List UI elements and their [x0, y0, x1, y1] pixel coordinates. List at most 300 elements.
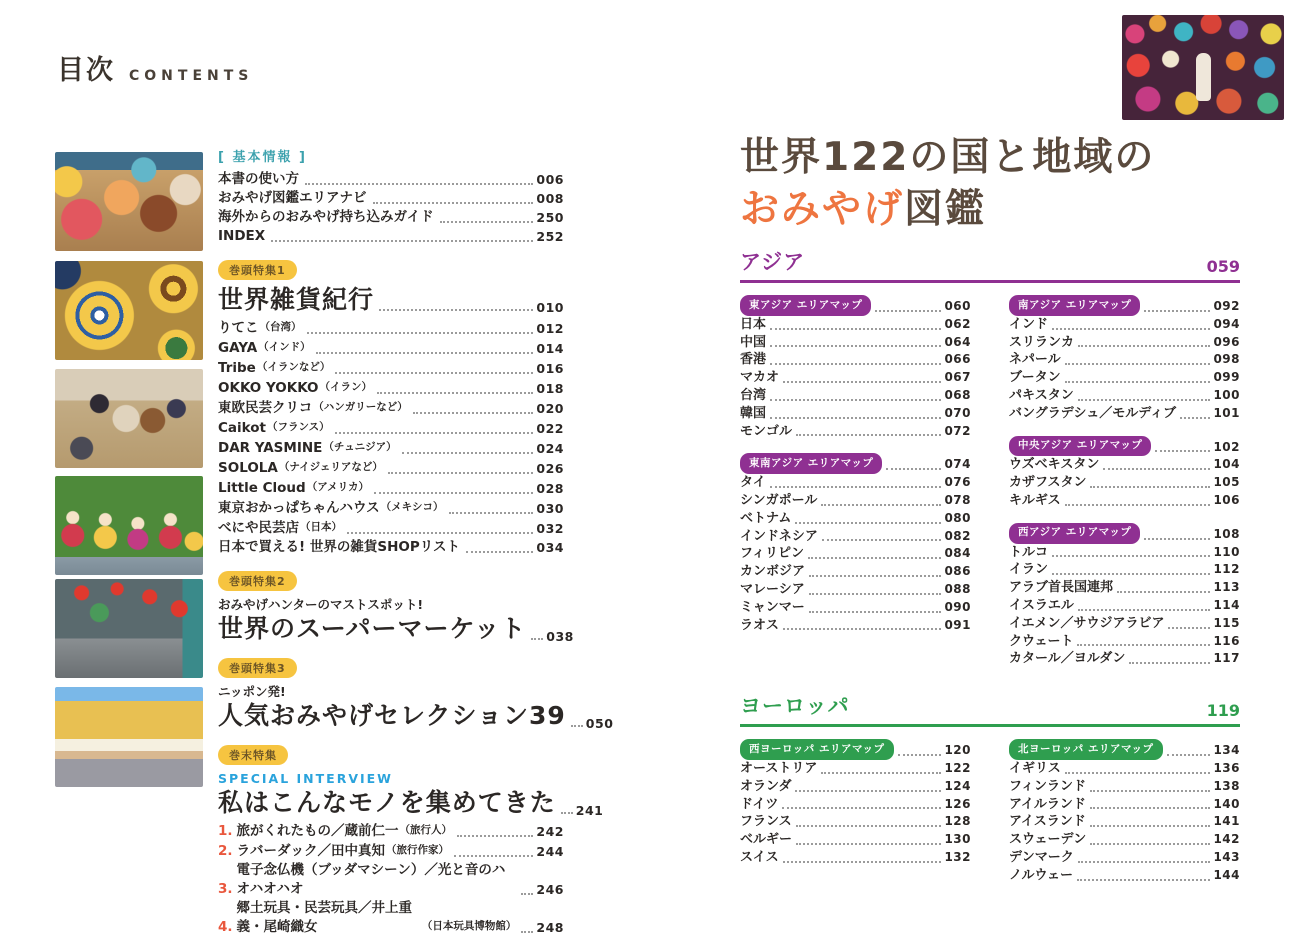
- country-page: 068: [944, 387, 971, 402]
- toc-row-note: （日本玩具博物館）: [421, 920, 517, 932]
- region-header-asia: [740, 246, 1240, 283]
- country-row: [740, 796, 971, 814]
- country-row: [740, 563, 971, 581]
- country-page: 062: [944, 316, 971, 331]
- dot-leader: [1065, 772, 1211, 774]
- country-row: [1009, 813, 1240, 831]
- country-row: [740, 510, 971, 528]
- country-label: フランス: [740, 814, 792, 830]
- subsection-east-asia: [740, 295, 971, 440]
- country-label: スウェーデン: [1009, 832, 1087, 848]
- feature3-title-row: [218, 701, 614, 731]
- dot-leader: [770, 363, 941, 365]
- country-page: 101: [1213, 405, 1240, 420]
- country-label: オランダ: [740, 778, 792, 794]
- dot-leader: [531, 638, 543, 640]
- toc-row: [218, 841, 564, 861]
- country-page: 066: [944, 352, 971, 367]
- country-page: 094: [1213, 316, 1240, 331]
- area-map-badge: 中央アジア エリアマップ: [1009, 436, 1151, 457]
- toc-row: [218, 861, 564, 899]
- country-row: [1009, 561, 1240, 579]
- toc-row-label: OKKO YOKKO: [218, 380, 319, 396]
- toc-row-label: INDEX: [218, 228, 266, 244]
- dot-leader: [770, 328, 941, 330]
- toc-row-note: （旅行作家）: [386, 844, 450, 856]
- area-map-page: 060: [944, 299, 971, 313]
- area-map-page: 092: [1213, 299, 1240, 313]
- dot-leader: [388, 472, 533, 474]
- country-page: 091: [944, 617, 971, 632]
- toc-row: [218, 378, 564, 398]
- toc-row-number: 2.: [218, 843, 233, 859]
- asia-left-column: [740, 295, 971, 668]
- country-row: [740, 599, 971, 617]
- toc-row-label: りてこ: [218, 320, 259, 336]
- area-map-badge: 南アジア エリアマップ: [1009, 295, 1140, 316]
- dot-leader: [1090, 807, 1211, 809]
- east-asia-list: [740, 316, 971, 441]
- toc-row-label: 旅がくれたもの／蔵前仁一: [236, 823, 399, 839]
- country-label: フィンランド: [1009, 778, 1086, 794]
- toc-row: [218, 899, 564, 937]
- toc-row-page: 244: [536, 844, 564, 859]
- country-label: トルコ: [1009, 544, 1049, 560]
- dot-leader: [1065, 504, 1211, 506]
- country-row: [1009, 316, 1240, 334]
- toc-row-page: 016: [536, 361, 564, 376]
- dot-leader: [898, 754, 942, 756]
- country-row: [740, 369, 971, 387]
- country-row: [740, 423, 971, 441]
- country-page: 124: [944, 778, 971, 793]
- toc-row-note: （日本）: [300, 521, 342, 533]
- country-page: 086: [944, 564, 971, 579]
- country-label: カンボジア: [740, 564, 806, 580]
- special-title-row: [218, 788, 604, 818]
- area-map-row: [740, 295, 971, 316]
- country-row: [740, 405, 971, 423]
- country-label: クウェート: [1009, 633, 1074, 649]
- country-row: [740, 316, 971, 334]
- north-europe-list: [1009, 760, 1240, 885]
- dot-leader: [271, 240, 533, 242]
- country-page: 138: [1213, 778, 1240, 793]
- feature3-badge: 巻頭特集3: [218, 658, 297, 678]
- country-label: カザフスタン: [1009, 475, 1087, 491]
- toc-row-page: 242: [536, 824, 564, 839]
- country-label: イラン: [1009, 562, 1049, 578]
- book-title-brown: 図鑑: [904, 187, 987, 232]
- section-feature2: [218, 570, 574, 644]
- toc-row-page: 030: [536, 501, 564, 516]
- thumb-sweets-market-photo: [55, 152, 203, 251]
- country-row: [740, 617, 971, 635]
- toc-row-note: （アメリカ）: [306, 481, 369, 493]
- country-label: ブータン: [1009, 370, 1061, 386]
- country-row: [1009, 456, 1240, 474]
- feature1-title: 世界雑貨紀行: [218, 285, 375, 314]
- dot-leader: [1078, 861, 1211, 863]
- country-page: 140: [1213, 796, 1240, 811]
- dot-leader: [795, 522, 941, 524]
- country-label: アイスランド: [1009, 814, 1086, 830]
- dot-leader: [571, 725, 583, 727]
- country-row: [740, 813, 971, 831]
- toc-row-label: SOLOLA: [218, 460, 278, 476]
- feature2-page: 038: [546, 629, 574, 644]
- area-map-badge: 東南アジア エリアマップ: [740, 453, 882, 474]
- toc-row-label: べにや民芸店: [218, 520, 299, 536]
- dot-leader: [796, 843, 941, 845]
- dot-leader: [1065, 381, 1211, 383]
- country-row: [1009, 650, 1240, 668]
- dot-leader: [1090, 843, 1210, 845]
- country-row: [1009, 796, 1240, 814]
- area-map-page: 120: [944, 743, 971, 758]
- toc-row-page: 034: [536, 540, 564, 555]
- toc-row: [218, 438, 564, 458]
- toc-row-label: ラバーダック／田中真知: [236, 843, 386, 859]
- country-row: [1009, 760, 1240, 778]
- subsection-north-europe: [1009, 739, 1240, 884]
- region-europe: [740, 690, 1240, 884]
- dot-leader: [783, 381, 941, 383]
- toc-row-page: 248: [536, 920, 564, 935]
- book-title-line1: 世界122の国と地域の: [740, 135, 1156, 180]
- country-row: [1009, 615, 1240, 633]
- west-asia-list: [1009, 544, 1240, 669]
- toc-row-note: （台湾）: [259, 321, 302, 333]
- dot-leader: [1117, 591, 1210, 593]
- country-label: アイルランド: [1009, 796, 1086, 812]
- country-row: [1009, 597, 1240, 615]
- toc-row: [218, 338, 564, 358]
- dot-leader: [1077, 879, 1210, 881]
- toc-row-note: （メキシコ）: [380, 501, 444, 513]
- toc-row-label: 電子念仏機（ブッダマシーン）／光と音のハオハオハオ: [236, 862, 506, 897]
- dot-leader: [402, 452, 534, 454]
- country-label: マカオ: [740, 370, 780, 386]
- area-map-page: 074: [944, 457, 971, 472]
- country-label: マレーシア: [740, 581, 805, 597]
- toc-row-label: 海外からのおみやげ持ち込みガイド: [218, 209, 434, 225]
- dot-leader: [1090, 790, 1210, 792]
- dot-leader: [1168, 627, 1210, 629]
- toc-row-label: 郷土玩具・民芸玩具／井上重義・尾崎織女: [236, 900, 413, 935]
- country-page: 099: [1213, 370, 1240, 385]
- lantern-shop-photo: [1122, 15, 1284, 120]
- country-page: 106: [1213, 492, 1240, 507]
- toc-row: [218, 318, 564, 338]
- country-label: キルギス: [1009, 492, 1061, 508]
- dot-leader: [770, 417, 941, 419]
- toc-row: [218, 208, 564, 227]
- dot-leader: [1078, 609, 1211, 611]
- toc-row-note: （ナイジェリアなど）: [278, 461, 383, 473]
- feature2-subtitle: おみやげハンターのマストスポット!: [218, 597, 424, 612]
- dot-leader: [875, 310, 941, 312]
- toc-row-page: 006: [536, 172, 564, 187]
- toc-row-note: （旅行人）: [399, 824, 453, 836]
- country-label: パキスタン: [1009, 387, 1074, 403]
- country-page: 096: [1213, 334, 1240, 349]
- dot-leader: [379, 309, 533, 311]
- thumb-lantern-alley-photo: [55, 579, 203, 678]
- dot-leader: [886, 468, 941, 470]
- central-asia-list: [1009, 456, 1240, 509]
- dot-leader: [1103, 468, 1210, 470]
- toc-row-page: 026: [536, 461, 564, 476]
- subsection-south-asia: [1009, 295, 1240, 423]
- country-row: [740, 351, 971, 369]
- country-row: [740, 581, 971, 599]
- toc-row: [218, 478, 564, 498]
- country-label: 日本: [740, 316, 767, 332]
- feature2-title-row: [218, 614, 574, 644]
- toc-row-label: おみやげ図鑑エリアナビ: [218, 190, 367, 206]
- toc-row: [218, 170, 564, 189]
- dot-leader: [1144, 310, 1210, 312]
- book-title-line2: [740, 184, 1240, 236]
- country-page: 076: [944, 475, 971, 490]
- country-label: イギリス: [1009, 760, 1061, 776]
- country-row: [1009, 831, 1240, 849]
- area-map-badge: 西ヨーロッパ エリアマップ: [740, 739, 894, 760]
- country-label: スイス: [740, 849, 779, 865]
- dot-leader: [305, 183, 533, 185]
- country-label: ネパール: [1009, 352, 1061, 368]
- country-row: [1009, 778, 1240, 796]
- dot-leader: [809, 611, 942, 613]
- region-header-europe: [740, 690, 1240, 727]
- dot-leader: [1167, 754, 1211, 756]
- area-map-badge: 北ヨーロッパ エリアマップ: [1009, 739, 1163, 760]
- person-figure: [1196, 53, 1211, 101]
- feature1-list: [218, 318, 564, 557]
- basic-info-list: [218, 170, 564, 246]
- country-page: 088: [944, 581, 971, 596]
- country-row: [1009, 474, 1240, 492]
- country-page: 142: [1213, 832, 1240, 847]
- toc-row-page: 022: [536, 421, 564, 436]
- dot-leader: [440, 221, 534, 223]
- dot-leader: [770, 345, 941, 347]
- country-row: [1009, 849, 1240, 867]
- country-label: インド: [1009, 316, 1049, 332]
- toc-row-label: Tribe: [218, 360, 256, 376]
- dot-leader: [796, 434, 941, 436]
- country-page: 126: [944, 796, 971, 811]
- area-map-row: [1009, 436, 1240, 457]
- country-row: [740, 474, 971, 492]
- feature2-title: 世界のスーパーマーケット: [218, 614, 527, 643]
- country-row: [1009, 369, 1240, 387]
- area-map-row: [740, 453, 971, 474]
- area-map-row: [1009, 295, 1240, 316]
- thumb-ceramic-plates-photo: [55, 261, 203, 360]
- country-row: [740, 528, 971, 546]
- subsection-west-europe: [740, 739, 971, 867]
- country-row: [740, 778, 971, 796]
- country-label: ウズベキスタン: [1009, 457, 1100, 473]
- country-page: 090: [944, 599, 971, 614]
- toc-row-note: （イランなど）: [256, 361, 331, 373]
- country-row: [1009, 387, 1240, 405]
- special-list: [218, 821, 564, 937]
- toc-row-label: Little Cloud: [218, 480, 306, 496]
- toc-row-note: （チュニジア）: [323, 441, 397, 453]
- country-row: [1009, 633, 1240, 651]
- country-label: アラブ首長国連邦: [1009, 580, 1114, 596]
- country-page: 084: [944, 546, 971, 561]
- dot-leader: [1155, 450, 1210, 452]
- toc-row-label: 日本で買える! 世界の雑貨SHOPリスト: [218, 539, 460, 555]
- toc-row-page: 008: [536, 191, 564, 206]
- country-label: スリランカ: [1009, 334, 1075, 350]
- feature3-page: 050: [585, 716, 614, 731]
- country-label: カタール／ヨルダン: [1009, 651, 1126, 667]
- country-row: [740, 334, 971, 352]
- country-label: イスラエル: [1009, 597, 1074, 613]
- country-page: 080: [944, 510, 971, 525]
- dot-leader: [782, 807, 941, 809]
- country-label: バングラデシュ／モルディブ: [1009, 405, 1177, 421]
- country-row: [1009, 351, 1240, 369]
- country-page: 104: [1213, 457, 1240, 472]
- toc-row: [218, 418, 564, 438]
- basic-info-tag: [ 基本情報 ]: [218, 150, 307, 165]
- area-map-badge: 東アジア エリアマップ: [740, 295, 871, 316]
- country-page: 143: [1213, 849, 1240, 864]
- country-page: 072: [944, 423, 971, 438]
- book-title: [740, 132, 1240, 236]
- dot-leader: [521, 893, 533, 895]
- dot-leader: [795, 790, 941, 792]
- feature3-title: 人気おみやげセレクション39: [218, 701, 566, 730]
- dot-leader: [561, 812, 573, 814]
- country-label: モンゴル: [740, 423, 793, 439]
- area-map-page: 102: [1213, 439, 1240, 454]
- toc-row-note: （ハンガリーなど）: [313, 401, 408, 413]
- dot-leader: [335, 372, 533, 374]
- dot-leader: [822, 539, 942, 541]
- dot-leader: [413, 412, 534, 414]
- country-page: 064: [944, 334, 971, 349]
- dot-leader: [770, 486, 942, 488]
- thumb-basket-market-photo: [55, 369, 203, 468]
- area-map-row: [740, 739, 971, 760]
- toc-row: [218, 821, 564, 841]
- toc-row: [218, 398, 564, 418]
- toc-row: [218, 518, 564, 538]
- left-toc-column: [218, 146, 614, 950]
- dot-leader: [1078, 345, 1210, 347]
- toc-row-page: 014: [536, 341, 564, 356]
- country-row: [740, 849, 971, 867]
- area-map-row: [1009, 739, 1240, 760]
- dot-leader: [347, 532, 533, 534]
- country-row: [740, 831, 971, 849]
- region-name: アジア: [740, 250, 806, 274]
- area-map-page: 134: [1213, 743, 1240, 758]
- toc-row: [218, 498, 564, 518]
- dot-leader: [821, 772, 941, 774]
- dot-leader: [374, 492, 533, 494]
- country-label: イエメン／サウジアラビア: [1009, 615, 1165, 631]
- country-page: 128: [944, 814, 971, 829]
- area-map-row: [1009, 523, 1240, 544]
- region-name: ヨーロッパ: [740, 694, 850, 719]
- country-page: 112: [1213, 562, 1240, 577]
- country-row: [740, 760, 971, 778]
- country-page: 136: [1213, 760, 1240, 775]
- dot-leader: [449, 512, 534, 514]
- toc-row-label: DAR YASMINE: [218, 440, 323, 456]
- west-europe-list: [740, 760, 971, 867]
- subsection-central-asia: [1009, 436, 1240, 510]
- area-map-page: 108: [1213, 526, 1240, 541]
- toc-row-page: 018: [536, 381, 564, 396]
- page-title: 目次: [57, 55, 115, 86]
- europe-columns: [740, 739, 1240, 884]
- feature1-page: 010: [536, 300, 564, 315]
- toc-row-page: 250: [536, 210, 564, 225]
- country-page: 132: [944, 849, 971, 864]
- europe-right-column: [1009, 739, 1240, 884]
- dot-leader: [1144, 538, 1210, 540]
- country-label: 香港: [740, 352, 767, 368]
- special-page: 241: [575, 803, 604, 818]
- dot-leader: [1129, 662, 1210, 664]
- toc-row-page: 032: [536, 521, 564, 536]
- dot-leader: [1052, 328, 1210, 330]
- dot-leader: [796, 825, 942, 827]
- country-row: [740, 387, 971, 405]
- toc-row: [218, 227, 564, 246]
- section-feature3: [218, 657, 614, 731]
- special-kicker: SPECIAL INTERVIEW: [218, 771, 393, 786]
- country-row: [1009, 544, 1240, 562]
- country-label: ベルギー: [740, 832, 793, 848]
- southeast-asia-list: [740, 474, 971, 634]
- country-row: [1009, 492, 1240, 510]
- country-row: [740, 492, 971, 510]
- country-label: シンガポール: [740, 492, 818, 508]
- toc-row-label: GAYA: [218, 340, 258, 356]
- toc-row-number: 3.: [218, 881, 233, 897]
- country-page: 114: [1213, 597, 1240, 612]
- dot-leader: [783, 861, 942, 863]
- asia-right-column: [1009, 295, 1240, 668]
- toc-row-page: 028: [536, 481, 564, 496]
- south-asia-list: [1009, 316, 1240, 423]
- country-row: [740, 545, 971, 563]
- page-subtitle: CONTENTS: [129, 68, 254, 84]
- dot-leader: [1090, 486, 1210, 488]
- dot-leader: [821, 504, 941, 506]
- country-label: オーストリア: [740, 760, 818, 776]
- country-page: 105: [1213, 475, 1240, 490]
- feature3-subtitle: ニッポン発!: [218, 684, 286, 699]
- toc-row-page: 252: [536, 229, 564, 244]
- country-label: 中国: [740, 334, 767, 350]
- dot-leader: [1078, 399, 1211, 401]
- country-page: 141: [1213, 814, 1240, 829]
- country-row: [1009, 334, 1240, 352]
- region-page: 059: [1206, 257, 1240, 276]
- toc-row-number: 4.: [218, 919, 233, 935]
